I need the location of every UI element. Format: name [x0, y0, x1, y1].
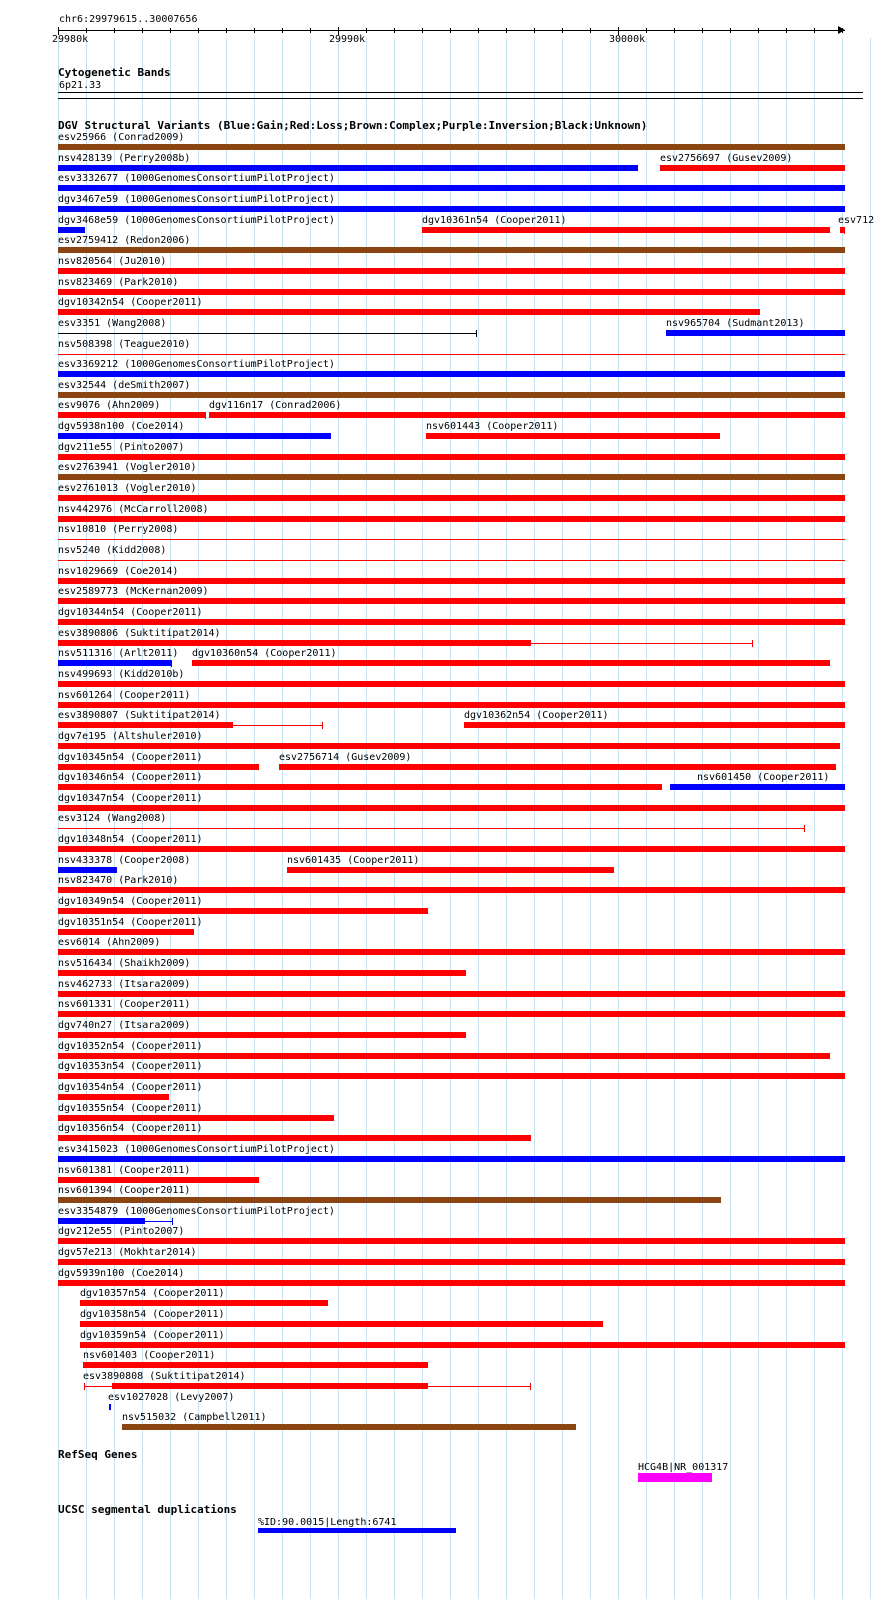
variant-bar[interactable]: [58, 227, 85, 233]
variant-bar[interactable]: [58, 371, 845, 377]
variant-label[interactable]: dgv10357n54 (Cooper2011): [80, 1288, 225, 1300]
ruler-tick: [702, 28, 703, 33]
variant-label[interactable]: esv2756714 (Gusev2009): [279, 751, 412, 763]
ruler-tick: [254, 28, 255, 33]
variant-label[interactable]: dgv10351n54 (Cooper2011): [58, 916, 203, 928]
ruler-tick: [674, 28, 675, 33]
variant-bar[interactable]: [58, 598, 845, 604]
variant-bar[interactable]: [58, 764, 259, 770]
variant-bar[interactable]: [58, 1218, 145, 1224]
ruler-tick: [142, 28, 143, 33]
variant-bar[interactable]: [58, 247, 845, 253]
variant-extension-line: [233, 725, 323, 726]
variant-label[interactable]: dgv10344n54 (Cooper2011): [58, 606, 203, 618]
variant-bar[interactable]: [58, 165, 638, 171]
variant-bar[interactable]: [58, 1197, 721, 1203]
variant-bar[interactable]: [83, 1362, 428, 1368]
variant-bar[interactable]: [58, 1259, 845, 1265]
variant-label[interactable]: dgv10356n54 (Cooper2011): [58, 1123, 203, 1135]
variant-bar[interactable]: [58, 1094, 169, 1100]
ruler-tick: [814, 28, 815, 33]
variant-label[interactable]: esv1027028 (Levy2007): [108, 1391, 235, 1403]
variant-label[interactable]: dgv3468e59 (1000GenomesConsortiumPilotProject): [58, 214, 335, 226]
variant-bar[interactable]: [660, 165, 845, 171]
variant-label[interactable]: nsv442976 (McCarroll2008): [58, 503, 209, 515]
variant-bar[interactable]: [58, 578, 845, 584]
variant-label[interactable]: dgv10348n54 (Cooper2011): [58, 834, 203, 846]
ruler-tick: [114, 28, 115, 33]
cytoband-label: 6p21.33: [59, 80, 102, 91]
variant-end-cap: [205, 412, 206, 419]
variant-bar[interactable]: [58, 1053, 830, 1059]
variant-label[interactable]: nsv823470 (Park2010): [58, 875, 179, 887]
variant-bar[interactable]: [58, 433, 331, 439]
variant-bar[interactable]: [192, 660, 830, 666]
variant-label[interactable]: dgv10347n54 (Cooper2011): [58, 792, 203, 804]
variant-bar[interactable]: [58, 949, 845, 955]
cytoband-line-bottom: [58, 98, 863, 99]
cytoband-track-title: Cytogenetic Bands: [58, 66, 171, 79]
variant-label[interactable]: nsv515032 (Campbell2011): [122, 1412, 267, 1424]
ruler-tick: [842, 28, 843, 33]
variant-bar[interactable]: [58, 516, 845, 522]
variant-bar[interactable]: [58, 1156, 845, 1162]
variant-label[interactable]: nsv601450 (Cooper2011): [697, 772, 830, 784]
variant-bar[interactable]: [58, 702, 845, 708]
variant-bar[interactable]: [58, 908, 428, 914]
variant-bar[interactable]: [58, 660, 172, 666]
ruler-tick: [758, 28, 759, 33]
variant-label[interactable]: nsv823469 (Park2010): [58, 276, 179, 288]
variant-bar[interactable]: [666, 330, 845, 336]
variant-label[interactable]: dgv10355n54 (Cooper2011): [58, 1102, 203, 1114]
variant-label[interactable]: esv3415023 (1000GenomesConsortiumPilotProject): [58, 1143, 335, 1155]
variant-label[interactable]: dgv10358n54 (Cooper2011): [80, 1309, 225, 1321]
variant-label[interactable]: dgv10345n54 (Cooper2011): [58, 751, 203, 763]
variant-label[interactable]: nsv428139 (Perry2008b): [58, 152, 191, 164]
variant-label[interactable]: dgv7e195 (Altshuler2010): [58, 730, 203, 742]
variant-end-cap: [804, 825, 805, 832]
variant-label[interactable]: esv25966 (Conrad2009): [58, 132, 185, 143]
variant-bar[interactable]: [279, 764, 836, 770]
variant-bar[interactable]: [109, 1404, 111, 1410]
variant-label[interactable]: nsv820564 (Ju2010): [58, 255, 167, 267]
variant-bar[interactable]: [58, 309, 760, 315]
gene-label[interactable]: HCG4B|NR_001317: [638, 1462, 729, 1473]
variant-bar[interactable]: [58, 619, 845, 625]
variant-bar[interactable]: [58, 640, 531, 646]
variant-label[interactable]: nsv511316 (Arlt2011): [58, 648, 179, 660]
variant-bar[interactable]: [58, 560, 845, 561]
gene-feature[interactable]: [638, 1473, 712, 1482]
variant-label[interactable]: nsv516434 (Shaikh2009): [58, 958, 191, 969]
variant-label[interactable]: dgv10362n54 (Cooper2011): [464, 710, 609, 722]
variant-label[interactable]: nsv601443 (Cooper2011): [426, 421, 559, 433]
variant-label[interactable]: nsv508398 (Teague2010): [58, 338, 191, 350]
variant-bar[interactable]: [58, 474, 845, 480]
ruler-tick: [450, 28, 451, 33]
variant-end-cap: [322, 722, 323, 729]
variant-bar[interactable]: [80, 1321, 603, 1327]
variant-bar[interactable]: [58, 991, 845, 997]
ruler-tick: [590, 28, 591, 33]
variant-label[interactable]: dgv10342n54 (Cooper2011): [58, 297, 203, 309]
variant-bar[interactable]: [58, 681, 845, 687]
variant-bar[interactable]: [58, 144, 845, 150]
variant-label[interactable]: nsv601403 (Cooper2011): [83, 1350, 216, 1362]
variant-label[interactable]: esv2761013 (Vogler2010): [58, 483, 197, 495]
variant-label[interactable]: nsv601264 (Cooper2011): [58, 689, 191, 701]
variant-label[interactable]: esv2589773 (McKernan2009): [58, 586, 209, 598]
ruler-label-29980k: 29980k: [52, 34, 89, 45]
variant-label[interactable]: esv9076 (Ahn2009): [58, 400, 161, 412]
variant-bar[interactable]: [80, 1342, 845, 1348]
variant-label[interactable]: esv3351 (Wang2008): [58, 317, 167, 329]
ruler-tick: [786, 28, 787, 33]
variant-bar[interactable]: [58, 929, 194, 935]
ruler-tick: [170, 28, 171, 33]
variant-bar[interactable]: [58, 743, 840, 749]
variant-bar[interactable]: [58, 1073, 845, 1079]
variant-label[interactable]: esv3354879 (1000GenomesConsortiumPilotProject): [58, 1205, 335, 1217]
variant-bar[interactable]: [58, 1135, 531, 1141]
variant-bar[interactable]: [670, 784, 845, 790]
segdup-track-title: UCSC segmental duplications: [58, 1503, 237, 1516]
variant-bar[interactable]: [58, 887, 845, 893]
variant-extension-line: [84, 1386, 112, 1387]
variant-bar[interactable]: [464, 722, 845, 728]
variant-extension-line: [531, 643, 753, 644]
ruler-label-30000k: 30000k: [609, 34, 646, 45]
variant-label[interactable]: dgv10352n54 (Cooper2011): [58, 1040, 203, 1052]
ruler-axis: [58, 30, 845, 31]
variant-extension-line: [145, 1221, 173, 1222]
variant-bar[interactable]: [58, 805, 845, 811]
variant-label[interactable]: nsv499693 (Kidd2010b): [58, 668, 185, 680]
variant-bar[interactable]: [58, 454, 845, 460]
variant-label[interactable]: esv2759412 (Redon2006): [58, 235, 191, 247]
variant-bar[interactable]: [58, 289, 845, 295]
variant-bar[interactable]: [58, 412, 206, 418]
ruler-tick: [86, 28, 87, 33]
cytoband-line-top: [58, 92, 863, 93]
variant-label[interactable]: esv3890807 (Suktitipat2014): [58, 710, 221, 722]
ruler-tick: [198, 28, 199, 33]
variant-label[interactable]: esv3369212 (1000GenomesConsortiumPilotProject): [58, 359, 335, 371]
variant-label[interactable]: esv6014 (Ahn2009): [58, 937, 161, 949]
dgv-track-title: DGV Structural Variants (Blue:Gain;Red:Loss;Brown:Complex;Purple:Inversion;Black:Unknown): [58, 119, 648, 132]
ruler-tick: [310, 28, 311, 33]
variant-bar[interactable]: [58, 1032, 466, 1038]
variant-label[interactable]: esv3332677 (1000GenomesConsortiumPilotProject): [58, 173, 335, 185]
variant-label[interactable]: esv2756697 (Gusev2009): [660, 152, 793, 164]
variant-label[interactable]: nsv601381 (Cooper2011): [58, 1164, 191, 1176]
variant-bar[interactable]: [58, 828, 805, 829]
variant-label[interactable]: dgv5939n100 (Coe2014): [58, 1267, 185, 1279]
variant-label[interactable]: nsv462733 (Itsara2009): [58, 978, 191, 990]
variant-label[interactable]: dgv10346n54 (Cooper2011): [58, 772, 203, 784]
ruler-tick: [366, 28, 367, 33]
variant-label[interactable]: esv3124 (Wang2008): [58, 813, 167, 825]
variant-end-cap: [530, 1383, 531, 1390]
segdup-feature[interactable]: [258, 1528, 456, 1533]
location-label: chr6:29979615..30007656: [59, 14, 198, 25]
grid-line: [870, 38, 871, 1599]
variant-label[interactable]: dgv211e55 (Pinto2007): [58, 441, 185, 453]
variant-label[interactable]: esv712: [838, 214, 875, 226]
variant-bar[interactable]: [58, 784, 662, 790]
variant-bar[interactable]: [58, 722, 233, 728]
ruler-tick: [478, 28, 479, 33]
ruler-tick: [506, 28, 507, 33]
variant-label[interactable]: dgv3467e59 (1000GenomesConsortiumPilotProject): [58, 193, 335, 205]
variant-label[interactable]: dgv10353n54 (Cooper2011): [58, 1061, 203, 1073]
variant-bar[interactable]: [58, 970, 466, 976]
variant-bar[interactable]: [58, 354, 845, 355]
variant-label[interactable]: dgv212e55 (Pinto2007): [58, 1226, 185, 1238]
variant-label[interactable]: nsv433378 (Cooper2008): [58, 854, 191, 866]
variant-bar[interactable]: [58, 206, 845, 212]
variant-bar[interactable]: [58, 1115, 334, 1121]
variant-end-cap: [476, 330, 477, 337]
variant-label[interactable]: nsv601435 (Cooper2011): [287, 854, 420, 866]
variant-label[interactable]: nsv5240 (Kidd2008): [58, 545, 167, 556]
variant-label[interactable]: dgv10360n54 (Cooper2011): [192, 648, 337, 660]
variant-bar[interactable]: [58, 846, 845, 852]
variant-label[interactable]: nsv601331 (Cooper2011): [58, 999, 191, 1011]
segdup-label[interactable]: %ID:90.0015|Length:6741: [258, 1517, 397, 1528]
variant-label[interactable]: nsv601394 (Cooper2011): [58, 1185, 191, 1197]
variant-extension-line: [428, 1386, 531, 1387]
variant-label[interactable]: dgv10359n54 (Cooper2011): [80, 1329, 225, 1341]
ruler-tick: [534, 28, 535, 33]
variant-end-cap: [752, 640, 753, 647]
variant-label[interactable]: dgv10361n54 (Cooper2011): [422, 214, 567, 226]
variant-bar[interactable]: [58, 392, 845, 398]
variant-bar[interactable]: [58, 185, 845, 191]
variant-label[interactable]: esv3890806 (Suktitipat2014): [58, 627, 221, 639]
variant-label[interactable]: dgv10354n54 (Cooper2011): [58, 1081, 203, 1093]
variant-label[interactable]: esv3890808 (Suktitipat2014): [83, 1371, 246, 1382]
ruler-tick: [422, 28, 423, 33]
variant-label[interactable]: dgv10349n54 (Cooper2011): [58, 896, 203, 908]
variant-bar[interactable]: [122, 1424, 576, 1430]
variant-bar[interactable]: [58, 1011, 845, 1017]
ruler-tick: [226, 28, 227, 33]
variant-bar[interactable]: [58, 268, 845, 274]
variant-bar[interactable]: [58, 333, 477, 334]
variant-bar[interactable]: [58, 539, 845, 540]
ruler-tick: [282, 28, 283, 33]
variant-bar[interactable]: [58, 1238, 845, 1244]
ruler-tick: [394, 28, 395, 33]
variant-end-cap: [844, 227, 845, 234]
variant-bar[interactable]: [58, 867, 117, 873]
variant-bar[interactable]: [209, 412, 845, 418]
variant-label[interactable]: dgv5938n100 (Coe2014): [58, 421, 185, 433]
variant-bar[interactable]: [58, 1280, 845, 1286]
variant-label[interactable]: esv32544 (deSmith2007): [58, 379, 191, 391]
ruler-tick: [730, 28, 731, 33]
variant-bar[interactable]: [422, 227, 830, 233]
ruler-label-29990k: 29990k: [329, 34, 366, 45]
ruler-tick: [562, 28, 563, 33]
variant-label[interactable]: dgv116n17 (Conrad2006): [209, 400, 342, 412]
variant-label[interactable]: esv2763941 (Vogler2010): [58, 462, 197, 474]
variant-bar[interactable]: [58, 1177, 259, 1183]
variant-label[interactable]: nsv10810 (Perry2008): [58, 524, 179, 536]
variant-label[interactable]: nsv1029669 (Coe2014): [58, 565, 179, 577]
refseq-track-title: RefSeq Genes: [58, 1448, 138, 1461]
variant-end-cap: [171, 660, 172, 667]
variant-bar[interactable]: [287, 867, 614, 873]
ruler-tick: [646, 28, 647, 33]
variant-label[interactable]: dgv740n27 (Itsara2009): [58, 1019, 191, 1031]
variant-label[interactable]: nsv965704 (Sudmant2013): [666, 317, 805, 329]
variant-bar[interactable]: [426, 433, 720, 439]
variant-bar[interactable]: [80, 1300, 328, 1306]
variant-bar[interactable]: [58, 495, 845, 501]
variant-start-cap: [84, 1383, 85, 1390]
variant-label[interactable]: dgv57e213 (Mokhtar2014): [58, 1247, 197, 1259]
variant-end-cap: [172, 1218, 173, 1225]
variant-bar[interactable]: [112, 1383, 428, 1389]
